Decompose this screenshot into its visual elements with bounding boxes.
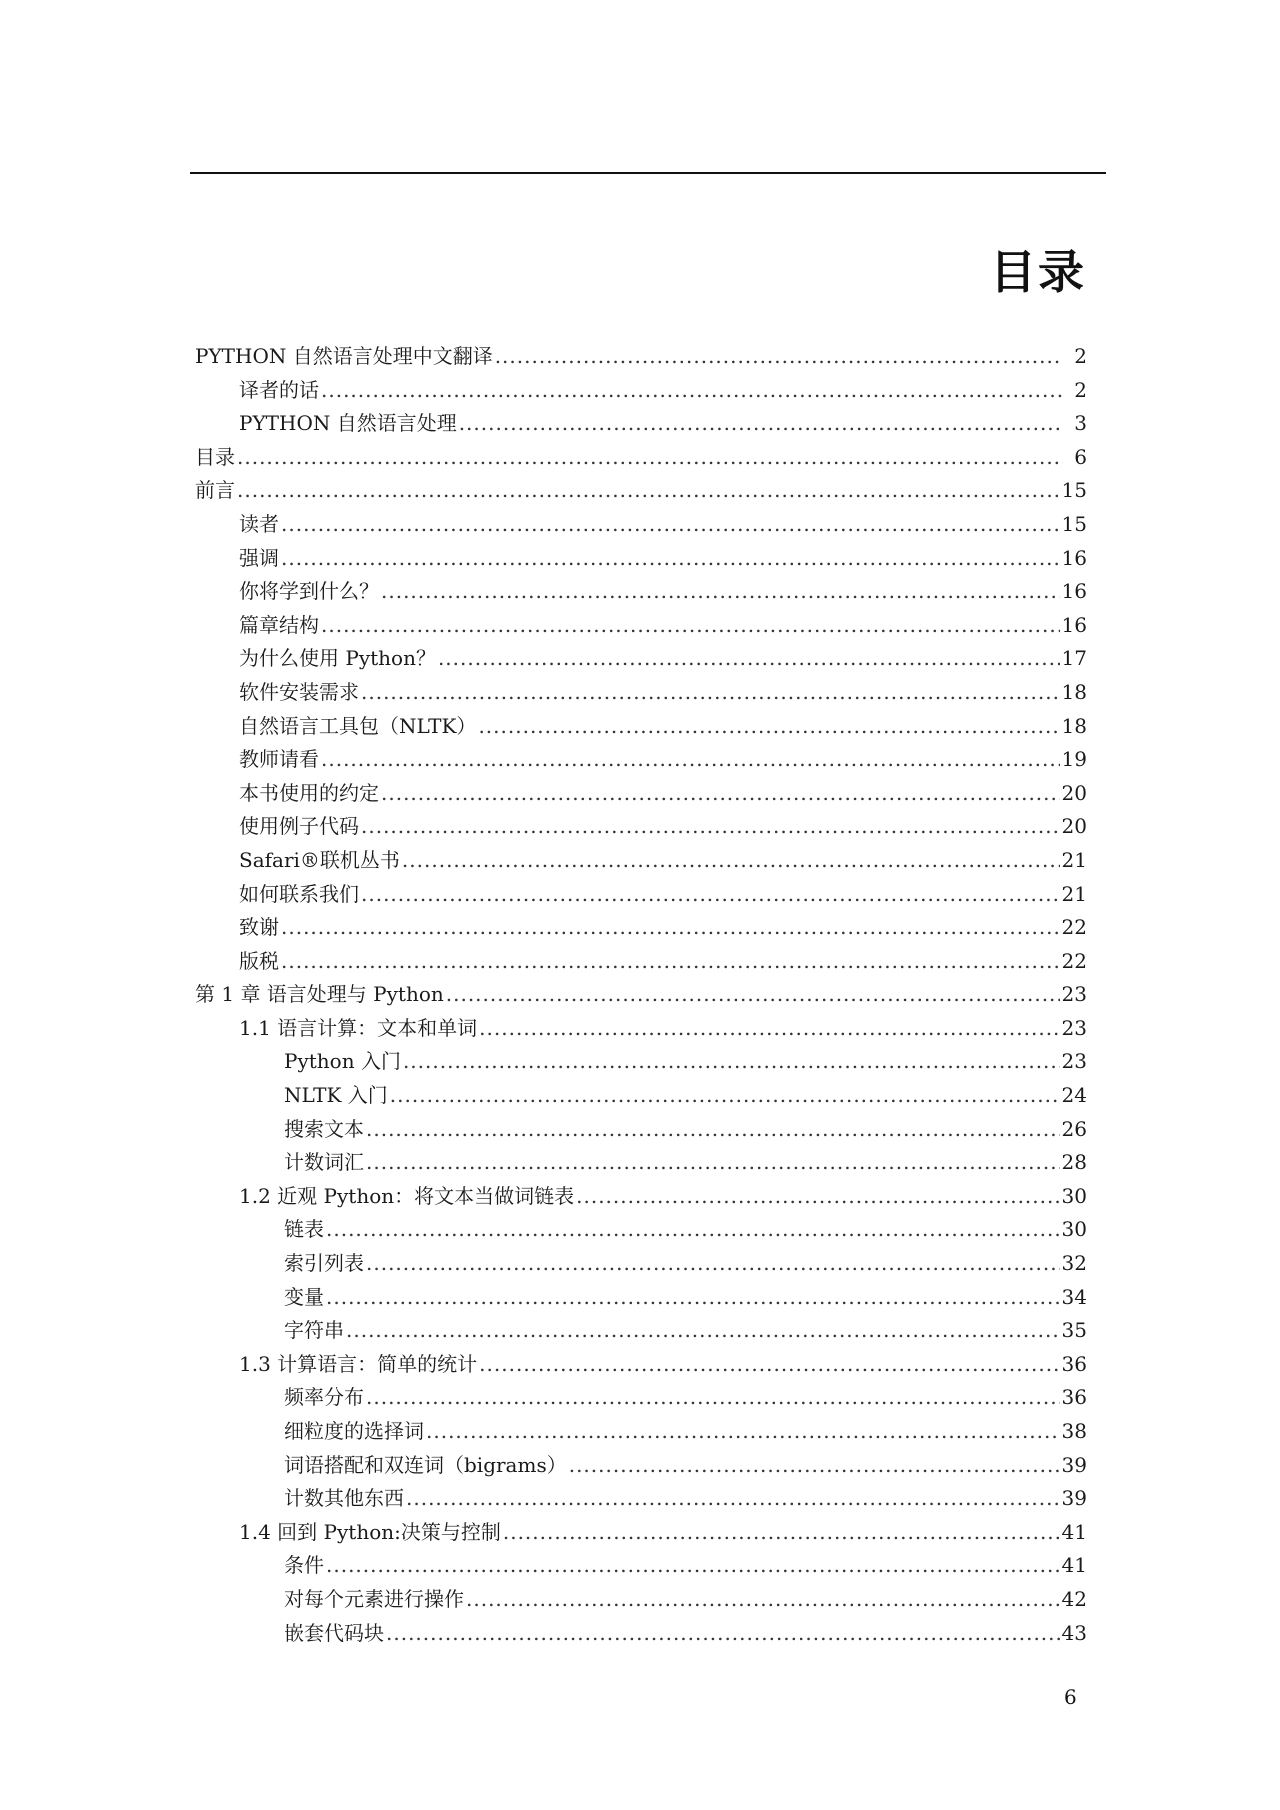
toc-entry[interactable] [195,1617,1087,1651]
toc-entry[interactable] [195,676,1087,710]
toc-dot-leader [366,1117,1060,1141]
toc-entry-label: 搜索文本 [284,1116,364,1141]
toc-entry-page-number: 20 [1061,814,1087,839]
toc-entry-page-number: 23 [1061,1049,1087,1074]
toc-entry-label: 致谢 [239,915,279,940]
toc-dot-leader [346,1318,1060,1342]
toc-entry[interactable] [195,508,1087,542]
toc-entry-page-number: 41 [1061,1519,1087,1544]
toc-entry[interactable] [195,1381,1087,1415]
toc-dot-leader [386,1621,1060,1645]
toc-dot-leader [366,1150,1060,1174]
toc-entry-label: 译者的话 [239,377,319,402]
toc-entry[interactable] [195,1415,1087,1449]
page-title: 目录 [990,245,1086,299]
toc-entry-page-number: 16 [1061,579,1087,604]
toc-dot-leader [321,613,1060,637]
toc-dot-leader [403,1049,1060,1073]
toc-entry-page-number: 20 [1061,780,1087,805]
toc-entry-page-number: 21 [1061,847,1087,872]
toc-entry-page-number: 43 [1061,1620,1087,1645]
toc-entry-page-number: 19 [1061,747,1087,772]
toc-entry[interactable] [195,1180,1087,1214]
toc-entry-label: 字符串 [284,1318,344,1343]
toc-dot-leader [361,680,1060,704]
toc-dot-leader [406,1486,1060,1510]
toc-dot-leader [390,1083,1060,1107]
toc-entry-label: 篇章结构 [239,612,319,637]
toc-entry[interactable] [195,575,1087,609]
toc-entry[interactable] [195,1079,1087,1113]
toc-dot-leader [326,1285,1060,1309]
toc-entry[interactable] [195,609,1087,643]
toc-entry-label: 嵌套代码块 [284,1620,384,1645]
toc-dot-leader [495,344,1063,368]
toc-entry-page-number: 34 [1061,1284,1087,1309]
toc-entry-label: 计数词汇 [284,1150,364,1175]
toc-dot-leader [361,814,1060,838]
toc-entry[interactable] [195,1146,1087,1180]
toc-entry-label: PYTHON 自然语言处理中文翻译 [195,344,493,368]
toc-entry-label: 1.2 近观 Python：将文本当做词链表 [239,1183,575,1208]
toc-entry-label: 自然语言工具包（NLTK） [239,713,477,738]
toc-entry[interactable] [195,1247,1087,1281]
toc-entry-label: 1.1 语言计算：文本和单词 [239,1015,478,1040]
toc-dot-leader [237,478,1060,502]
toc-entry-label: 计数其他东西 [284,1486,404,1511]
toc-entry-label: 索引列表 [284,1251,364,1276]
toc-entry-label: 为什么使用 Python？ [239,646,436,671]
toc-dot-leader [576,1184,1059,1208]
toc-entry[interactable] [195,810,1087,844]
toc-entry-label: 1.3 计算语言：简单的统计 [239,1351,478,1376]
toc-entry-label: 前言 [195,478,235,503]
toc-dot-leader [281,546,1060,570]
toc-entry-page-number: 22 [1061,948,1087,973]
toc-dot-leader [237,445,1063,469]
header-rule [190,172,1106,174]
toc-entry-label: 链表 [284,1217,324,1242]
toc-entry-page-number: 6 [1074,444,1087,469]
toc-entry[interactable] [195,474,1087,508]
toc-entry-label: 使用例子代码 [239,814,359,839]
toc-entry[interactable] [195,1213,1087,1247]
toc-dot-leader [381,781,1060,805]
toc-dot-leader [479,1352,1059,1376]
toc-entry-page-number: 15 [1061,511,1087,536]
toc-entry-label: 本书使用的约定 [239,780,379,805]
toc-entry-page-number: 39 [1061,1486,1087,1511]
toc-entry-page-number: 16 [1061,545,1087,570]
toc-entry[interactable] [195,1113,1087,1147]
toc-dot-leader [446,982,1060,1006]
toc-dot-leader [281,512,1060,536]
toc-entry[interactable] [195,1012,1087,1046]
toc-entry[interactable] [195,374,1087,408]
toc-entry-label: 第 1 章 语言处理与 Python [195,982,444,1007]
toc-entry[interactable] [195,710,1087,744]
toc-entry-label: 变量 [284,1284,324,1309]
toc-entry-label: 条件 [284,1553,324,1578]
table-of-contents [195,340,1087,1650]
toc-entry-page-number: 36 [1061,1385,1087,1410]
toc-entry-label: PYTHON 自然语言处理 [239,411,457,436]
toc-entry[interactable] [195,1516,1087,1550]
toc-entry-label: 版税 [239,948,279,973]
toc-entry-page-number: 35 [1061,1318,1087,1343]
toc-entry-label: 强调 [239,545,279,570]
toc-dot-leader [459,411,1063,435]
toc-entry-label: NLTK 入门 [284,1083,388,1108]
toc-entry[interactable] [195,1482,1087,1516]
toc-entry-page-number: 23 [1061,982,1087,1007]
toc-entry[interactable] [195,743,1087,777]
toc-entry-page-number: 16 [1061,612,1087,637]
toc-entry-label: Safari®联机丛书 [239,847,400,872]
toc-entry-page-number: 28 [1061,1150,1087,1175]
toc-dot-leader [478,714,1059,738]
toc-entry-label: 对每个元素进行操作 [284,1586,464,1611]
toc-entry-page-number: 32 [1061,1251,1087,1276]
toc-dot-leader [569,1453,1060,1477]
toc-dot-leader [402,848,1060,872]
toc-entry[interactable] [195,844,1087,878]
toc-entry[interactable] [195,945,1087,979]
page-number: 6 [1064,1685,1077,1709]
toc-entry[interactable] [195,978,1087,1012]
toc-entry-label: 如何联系我们 [239,881,359,906]
toc-entry-page-number: 36 [1061,1351,1087,1376]
toc-entry-label: 目录 [195,444,235,469]
toc-dot-leader [479,1016,1059,1040]
toc-entry-page-number: 2 [1074,344,1087,368]
toc-dot-leader [366,1385,1060,1409]
toc-entry-page-number: 30 [1061,1217,1087,1242]
toc-dot-leader [281,915,1060,939]
toc-entry[interactable] [195,1549,1087,1583]
toc-entry-label: 你将学到什么？ [239,579,379,604]
toc-entry-page-number: 26 [1061,1116,1087,1141]
toc-entry[interactable] [195,777,1087,811]
toc-entry[interactable] [195,878,1087,912]
toc-dot-leader [438,646,1060,670]
toc-entry-page-number: 41 [1061,1553,1087,1578]
toc-dot-leader [503,1520,1060,1544]
toc-entry-page-number: 39 [1061,1452,1087,1477]
toc-entry-page-number: 22 [1061,915,1087,940]
toc-entry-page-number: 3 [1074,411,1087,436]
toc-entry-label: 读者 [239,511,279,536]
toc-entry[interactable] [195,542,1087,576]
toc-entry-page-number: 17 [1061,646,1087,671]
toc-entry[interactable] [195,1348,1087,1382]
toc-entry-label: 频率分布 [284,1385,364,1410]
toc-dot-leader [381,579,1060,603]
toc-entry-page-number: 18 [1061,679,1087,704]
toc-entry-page-number: 23 [1061,1015,1087,1040]
toc-entry-page-number: 21 [1061,881,1087,906]
toc-entry-label: 教师请看 [239,747,319,772]
toc-dot-leader [326,1553,1060,1577]
toc-entry[interactable] [195,642,1087,676]
toc-entry-page-number: 38 [1061,1419,1087,1443]
toc-dot-leader [281,949,1060,973]
toc-entry-page-number: 18 [1061,713,1087,738]
toc-entry[interactable] [195,1449,1087,1483]
toc-dot-leader [466,1587,1060,1611]
toc-dot-leader [321,747,1060,771]
toc-dot-leader [426,1419,1060,1443]
toc-entry[interactable] [195,1314,1087,1348]
toc-entry-label: 词语搭配和双连词（bigrams） [284,1452,567,1477]
toc-entry[interactable] [195,441,1087,475]
toc-entry-label: Python 入门 [284,1049,401,1074]
toc-entry[interactable] [195,407,1087,441]
toc-entry[interactable] [195,340,1087,374]
toc-entry-page-number: 42 [1061,1586,1087,1611]
toc-entry[interactable] [195,1583,1087,1617]
toc-entry-label: 软件安装需求 [239,679,359,704]
toc-entry[interactable] [195,911,1087,945]
toc-dot-leader [366,1251,1060,1275]
toc-entry-page-number: 15 [1061,478,1087,503]
toc-dot-leader [321,378,1063,402]
toc-entry[interactable] [195,1281,1087,1315]
toc-entry-label: 细粒度的选择词 [284,1419,424,1443]
toc-entry-page-number: 2 [1074,377,1087,402]
toc-entry-page-number: 24 [1061,1083,1087,1108]
toc-entry[interactable] [195,1045,1087,1079]
toc-entry-label: 1.4 回到 Python:决策与控制 [239,1519,501,1544]
toc-entry-page-number: 30 [1061,1183,1087,1208]
toc-dot-leader [361,882,1060,906]
toc-dot-leader [326,1217,1060,1241]
